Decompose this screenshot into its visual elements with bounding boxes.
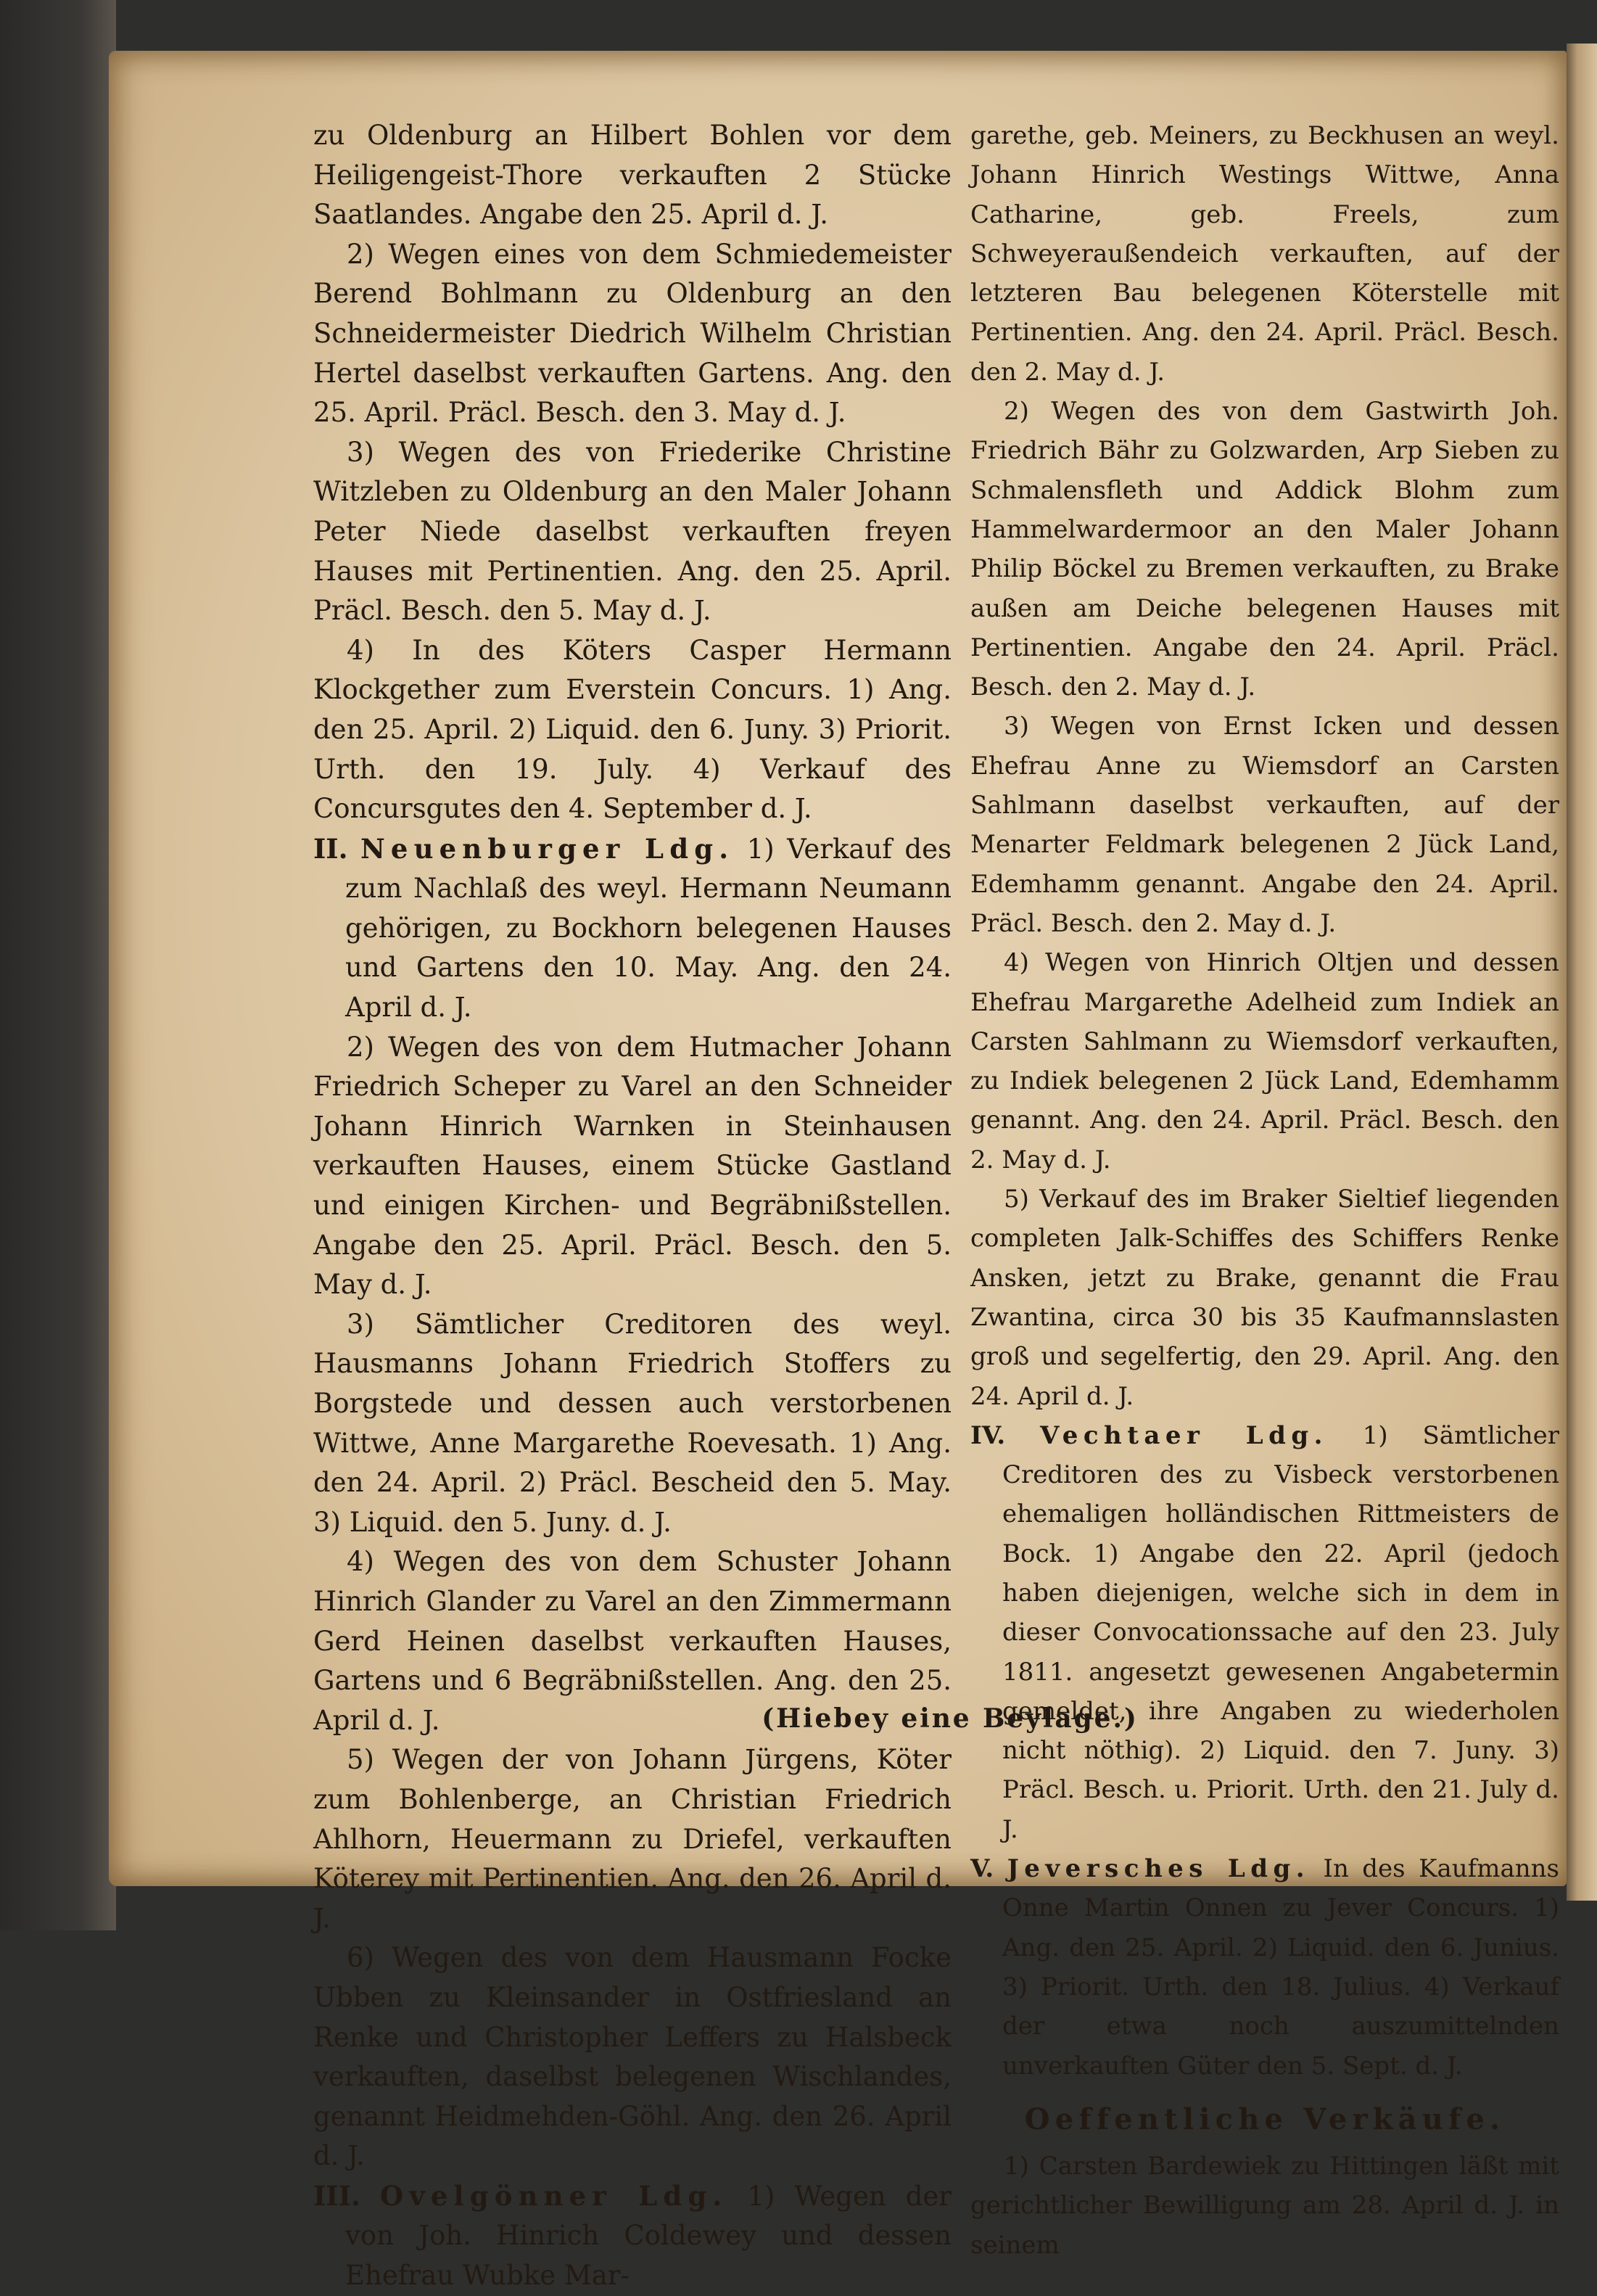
- numbered-entry: 3) Wegen von Ernst Icken und dessen Ehefrau Anne zu Wiemsdorf an Carsten Sahlmann daselbst verkauften, auf der Menarter Feldmark belegenen 2 Jück Land, Edemhamm genannt. Angabe den 24. April. Präcl. Besch. den 2. May d. J.: [970, 712, 1559, 938]
- section-entry: [970, 1849, 1559, 2086]
- section-entry: [313, 829, 952, 1028]
- footer-note: (Hiebey eine Beylage.): [762, 1703, 1139, 1734]
- numbered-entry: 5) Wegen der von Johann Jürgens, Köter zum Bohlenberge, an Christian Friedrich Ahlhorn, Heuermann zu Driefel, verkauften Köterey mit Pertinentien. Ang. den 26. April d. J.: [313, 1744, 952, 1934]
- numbered-entry: 3) Sämtlicher Creditoren des weyl. Hausmanns Johann Friedrich Stoffers zu Borgstede und dessen auch verstorbenen Wittwe, Anne Margarethe Roevesath. 1) Ang. den 24. April. 2) Präcl. Bescheid den 5. May. 3) Liquid. den 5. Juny. d. J.: [313, 1308, 952, 1538]
- section-text: 1) Verkauf des zum Nachlaß des weyl. Hermann Neumann gehörigen, zu Bockhorn belegenen Hauses und Gartens den 10. May. Ang. den 24. April d. J.: [345, 833, 952, 1024]
- section-number: II.: [313, 832, 348, 865]
- numbered-entry: 2) Wegen eines von dem Schmiedemeister Berend Bohlmann zu Oldenburg an den Schneidermeister Diedrich Wilhelm Christian Hertel daselbst verkauften Gartens. Ang. den 25. April. Präcl. Besch. den 3. May d. J.: [313, 238, 952, 429]
- section-number: V.: [970, 1854, 994, 1884]
- numbered-entry: 4) Wegen von Hinrich Oltjen und dessen Ehefrau Margarethe Adelheid zum Indiek an Carsten Sahlmann zu Wiemsdorf verkauften, zu Indiek belegenen 2 Jück Land, Edemhamm genannt. Ang. den 24. April. Präcl. Besch. den 2. May d. J.: [970, 948, 1559, 1174]
- left-column: [313, 116, 952, 2296]
- district-name: Vechtaer Ldg.: [1040, 1420, 1328, 1450]
- section-text: 1) Wegen der von Joh. Hinrich Coldewey und dessen Ehefrau Wubke Mar-: [345, 2180, 952, 2292]
- scan-background: [0, 0, 116, 1930]
- right-column: [970, 116, 1559, 2265]
- numbered-entry: 4) In des Köters Casper Hermann Klockgether zum Everstein Concurs. 1) Ang. den 25. April. 2) Liquid. den 6. Juny. 3) Priorit. Urth. den 19. July. 4) Verkauf des Concursgutes den 4. September d. J.: [313, 634, 952, 825]
- section-text: In des Kaufmanns Onne Martin Onnen zu Jever Concurs. 1) Ang. den 25. April. 2) Liquid. den 6. Junius. 3) Priorit. Urth. den 18. Julius. 4) Verkauf der etwa noch auszumittelnden unverkauften Güter den 5. Sept. d. J.: [1002, 1854, 1559, 2081]
- section-entry: [313, 2176, 952, 2296]
- section-text: 1) Sämtlicher Creditoren des zu Visbeck verstorbenen ehemaligen holländischen Rittmeisters de Bock. 1) Angabe den 22. April (jedoch haben diejenigen, welche sich in dem in dieser Convocationssache auf den 23. July 1811. angesetzt gewesenen Angabetermin gemeldet, ihre Angaben zu wiederholen nicht nöthig). 2) Liquid. den 7. Juny. 3) Präcl. Besch. u. Priorit. Urth. den 21. July d. J.: [1002, 1420, 1560, 1844]
- paragraph: garethe, geb. Meiners, zu Beckhusen an weyl. Johann Hinrich Westings Wittwe, Anna Catharine, geb. Freels, zum Schweyeraußendeich verkauften, auf der letzteren Bau belegenen Köterstelle mit Pertinentien. Ang. den 24. April. Präcl. Besch. den 2. May d. J.: [970, 121, 1559, 387]
- numbered-entry: 2) Wegen des von dem Gastwirth Joh. Friedrich Bähr zu Golzwarden, Arp Sieben zu Schmalensfleth und Addick Blohm zum Hammelwardermoor an den Maler Johann Philip Böckel zu Bremen verkauften, zu Brake außen am Deiche belegenen Hauses mit Pertinentien. Angabe den 24. April. Präcl. Besch. den 2. May d. J.: [970, 397, 1559, 702]
- district-name: Jeversches Ldg.: [1007, 1854, 1311, 1884]
- section-number: III.: [313, 2179, 360, 2212]
- district-name: Neuenburger Ldg.: [360, 832, 735, 865]
- numbered-entry: 5) Verkauf des im Braker Sieltief liegenden completen Jalk-Schiffes des Schiffers Renke Ansken, jetzt zu Brake, genannt die Frau Zwantina, circa 30 bis 35 Kaufmannslasten groß und segelfertig, den 29. April. Ang. den 24. April d. J.: [970, 1185, 1559, 1411]
- paragraph: zu Oldenburg an Hilbert Bohlen vor dem Heiligengeist-Thore verkauften 2 Stücke Saatlandes. Angabe den 25. April d. J.: [313, 120, 952, 231]
- section-number: IV.: [970, 1420, 1006, 1450]
- section-entry: [970, 1416, 1559, 1849]
- numbered-entry: 3) Wegen des von Friederike Christine Witzleben zu Oldenburg an den Maler Johann Peter Niede daselbst verkauften freyen Hauses mit Pertinentien. Ang. den 25. April. Präcl. Besch. den 5. May d. J.: [313, 436, 952, 627]
- adjacent-page-edge: [1567, 44, 1597, 1901]
- section-heading: Oeffentliche Verkäufe.: [1024, 2102, 1506, 2136]
- numbered-entry: 4) Wegen des von dem Schuster Johann Hinrich Glander zu Varel an den Zimmermann Gerd Heinen daselbst verkauften Hauses, Gartens und 6 Begräbnißstellen. Ang. den 25. April d. J.: [313, 1546, 952, 1736]
- numbered-entry: 1) Carsten Bardewiek zu Hittingen läßt mit gerichtlicher Bewilligung am 28. April d. J. in seinem: [970, 2152, 1559, 2260]
- numbered-entry: 2) Wegen des von dem Hutmacher Johann Friedrich Scheper zu Varel an den Schneider Johann Hinrich Warnken in Steinhausen verkauften Hauses, einem Stücke Gastland und einigen Kirchen- und Begräbnißstellen. Angabe den 25. April. Präcl. Besch. den 5. May d. J.: [313, 1031, 952, 1301]
- numbered-entry: 6) Wegen des von dem Hausmann Focke Ubben zu Kleinsander in Ostfriesland an Renke und Christopher Leffers zu Halsbeck verkauften, daselbst belegenen Wischlandes, genannt Heidmehden-Göhl. Ang. den 26. April d. J.: [313, 1942, 952, 2172]
- district-name: Ovelgönner Ldg.: [379, 2179, 728, 2212]
